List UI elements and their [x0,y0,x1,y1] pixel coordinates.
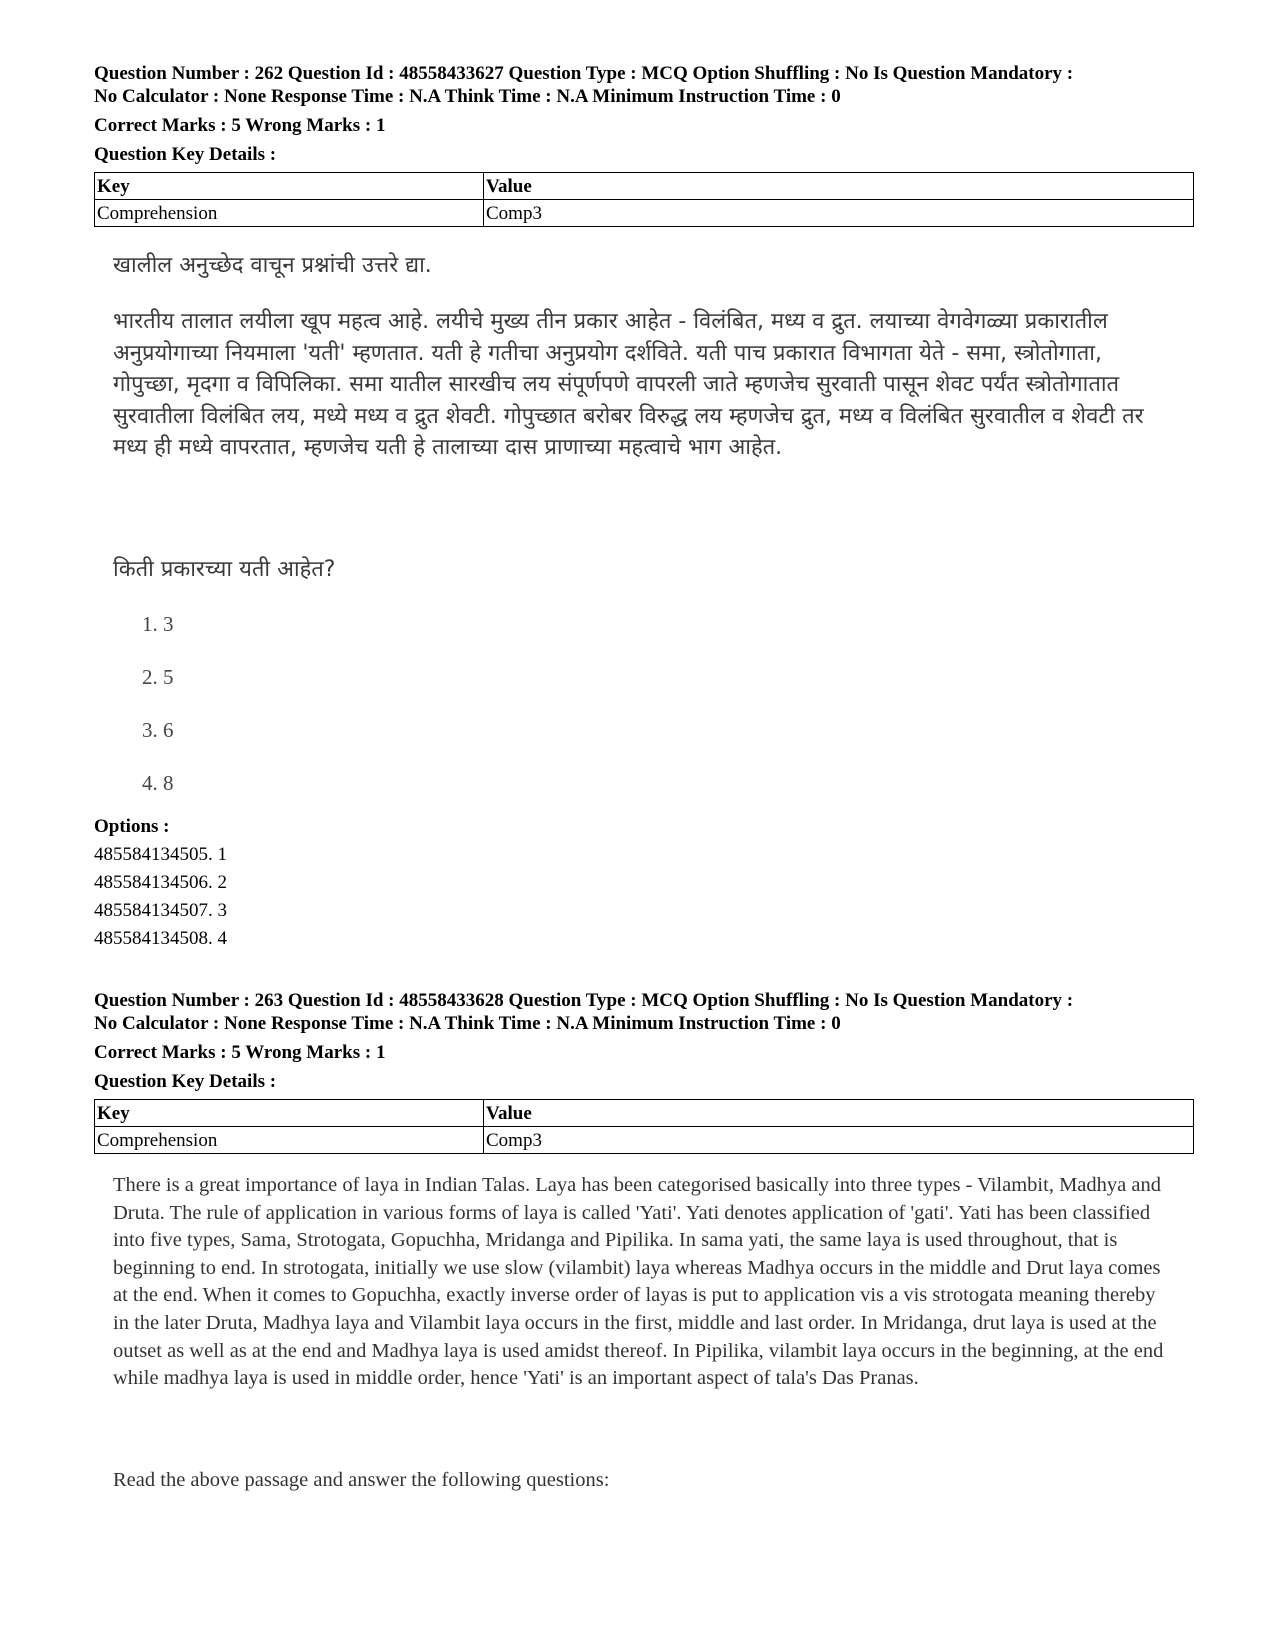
table-row [95,200,1194,227]
option-item: 485584134506. 2 [94,872,227,893]
table-row [95,1127,1194,1154]
option-item: 485584134507. 3 [94,900,227,921]
question-key-details-label: Question Key Details : [94,144,277,165]
question-meta-line-2: No Calculator : None Response Time : N.A Think Time : N.A Minimum Instruction Time : 0 [94,86,841,107]
table-cell-value: Comp3 [484,200,1194,227]
options-label: Options : [94,816,170,837]
marathi-passage [113,306,1173,464]
passage-instruction: Read the above passage and answer the following questions: [113,1469,610,1491]
english-passage: There is a great importance of laya in Indian Talas. Laya has been categorised basically into three types - Vilambit, Madhya and Druta. The rule of application in various forms of laya is called 'Yati'. Yati denotes application of 'gati'. Yati has been classified into five types, Sama, Strotogata, Gopuchha, Mridanga and Pipilika. In sama yati, the same laya is used throughout, that is beginning to end. In strotogata, initially we use slow (vilambit) laya whereas Madhya occurs in the middle and Drut laya comes at the end. When it comes to Gopuchha, exactly inverse order of layas is put to application vis a vis strotogata meaning thereby in the later Druta, Madhya laya and Vilambit laya occurs in the first, middle and last order. In Mridanga, drut laya is used at the outset as well as at the end and Madhya laya is used amidst thereof. In Pipilika, vilambit laya occurs in the beginning, at the end while madhya laya is used in middle order, hence 'Yati' is an important aspect of tala's Das Pranas. [113,1174,1164,1390]
table-header-key: Key [95,1100,484,1127]
table-cell-value: Comp3 [484,1127,1194,1154]
question-marks: Correct Marks : 5 Wrong Marks : 1 [94,1042,386,1063]
table-cell-key: Comprehension [95,1127,484,1154]
answer-choice: 2. 5 [142,665,174,689]
question-key-table [94,172,1194,227]
table-header-row [95,173,1194,200]
question-text: किती प्रकारच्या यती आहेत? [113,557,336,582]
question-meta-line-2: No Calculator : None Response Time : N.A Think Time : N.A Minimum Instruction Time : 0 [94,1013,841,1034]
answer-choice: 3. 6 [142,718,174,742]
passage-text: भारतीय तालात लयीला खूप महत्व आहे. लयीचे मुख्य तीन प्रकार आहेत - विलंबित, मध्य व द्रुत. लयाच्या वेगवेगळ्या प्रकारातील अनुप्रयोगाच्या नियमाला 'यती' म्हणतात. यती हे गतीचा अनुप्रयोग दर्शविते. यती पाच प्रकारात विभागता येते - समा, स्त्रोतोगाता, गोपुच्छा, मृदगा व विपिलिका. समा यातील सारखीच लय संपूर्णपणे वापरली जाते म्हणजेच सुरवाती पासून शेवट पर्यंत स्त्रोतोगातात सुरवातीला विलंबित लय, मध्ये मध्य व द्रुत शेवटी. गोपुच्छात बरोबर विरुद्ध लय म्हणजेच द्रुत, मध्य व विलंबित सुरवातील व शेवटी तर मध्य ही मध्ये वापरतात, म्हणजेच यती हे तालाच्या दास प्राणाच्या महत्वाचे भाग आहेत. [113,309,1144,460]
question-key-table [94,1099,1194,1154]
passage-title: खालील अनुच्छेद वाचून प्रश्नांची उत्तरे द्या. [113,253,432,278]
marathi-passage-title [113,251,1173,281]
question-marks: Correct Marks : 5 Wrong Marks : 1 [94,115,386,136]
question-262-header [94,62,1194,227]
question-meta-line-1: Question Number : 262 Question Id : 48558433627 Question Type : MCQ Option Shuffling : No Is Question Mandatory : [94,63,1074,84]
option-item: 485584134508. 4 [94,928,227,949]
question-key-details-label: Question Key Details : [94,1071,277,1092]
option-item: 485584134505. 1 [94,844,227,865]
question-meta-line-1: Question Number : 263 Question Id : 48558433628 Question Type : MCQ Option Shuffling : No Is Question Mandatory : [94,990,1074,1011]
answer-choice: 4. 8 [142,771,174,795]
marathi-question [113,555,1173,585]
table-header-value: Value [484,173,1194,200]
answer-choice: 1. 3 [142,612,174,636]
table-cell-key: Comprehension [95,200,484,227]
question-263-header [94,989,1194,1154]
table-header-row [95,1100,1194,1127]
table-header-value: Value [484,1100,1194,1127]
table-header-key: Key [95,173,484,200]
